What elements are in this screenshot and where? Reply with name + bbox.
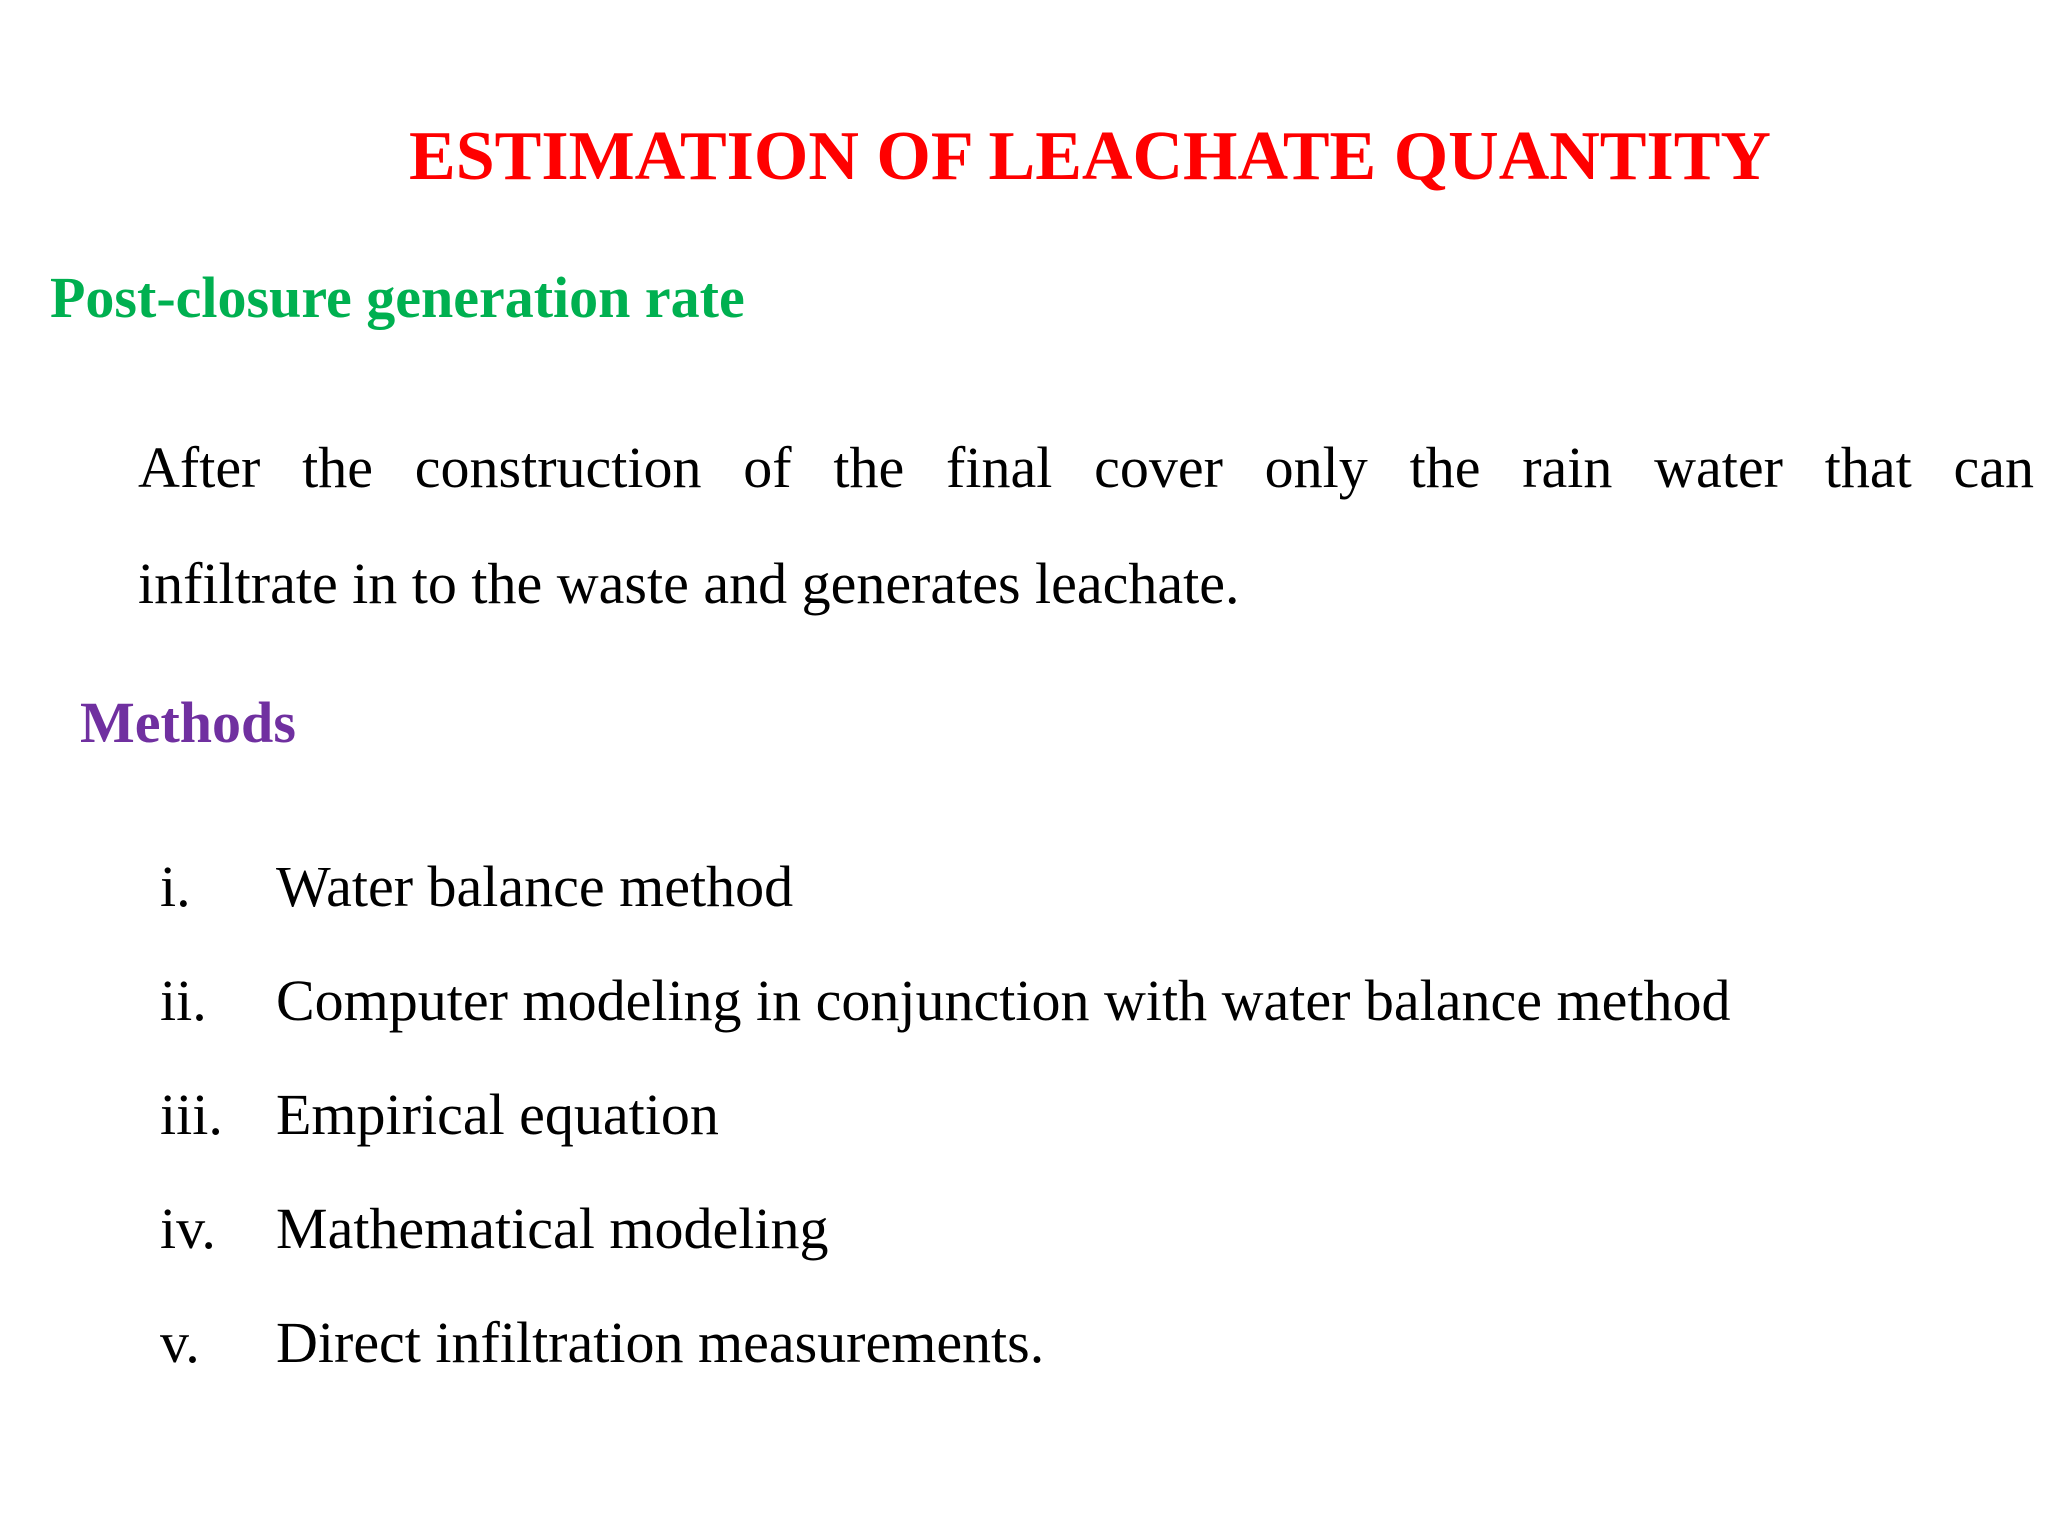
paragraph-line-1: After the construction of the final cover only the rain water that can	[138, 435, 2034, 500]
list-item-number: v.	[160, 1310, 200, 1375]
list-item-text: Mathematical modeling	[276, 1196, 829, 1261]
list-item-number: iv.	[160, 1196, 216, 1261]
list-item-text: Water balance method	[276, 854, 794, 919]
list-item-number: i.	[160, 854, 191, 919]
list-item	[160, 1194, 1730, 1308]
section-subheading: Post-closure generation rate	[50, 265, 745, 330]
paragraph-line-2: infiltrate in to the waste and generates leachate.	[138, 551, 1240, 616]
list-item	[160, 1080, 1730, 1194]
methods-list	[160, 852, 1730, 1422]
list-item-text: Direct infiltration measurements.	[276, 1310, 1045, 1375]
list-item	[160, 1308, 1730, 1422]
list-item-number: ii.	[160, 968, 207, 1033]
list-item-text: Empirical equation	[276, 1082, 719, 1147]
list-item-text: Computer modeling in conjunction with water balance method	[276, 968, 1731, 1033]
list-item-number: iii.	[160, 1082, 223, 1147]
body-paragraph	[138, 410, 2034, 642]
methods-heading: Methods	[80, 690, 296, 755]
slide-title: ESTIMATION OF LEACHATE QUANTITY	[409, 118, 1771, 195]
list-item	[160, 852, 1730, 966]
list-item	[160, 966, 1730, 1080]
